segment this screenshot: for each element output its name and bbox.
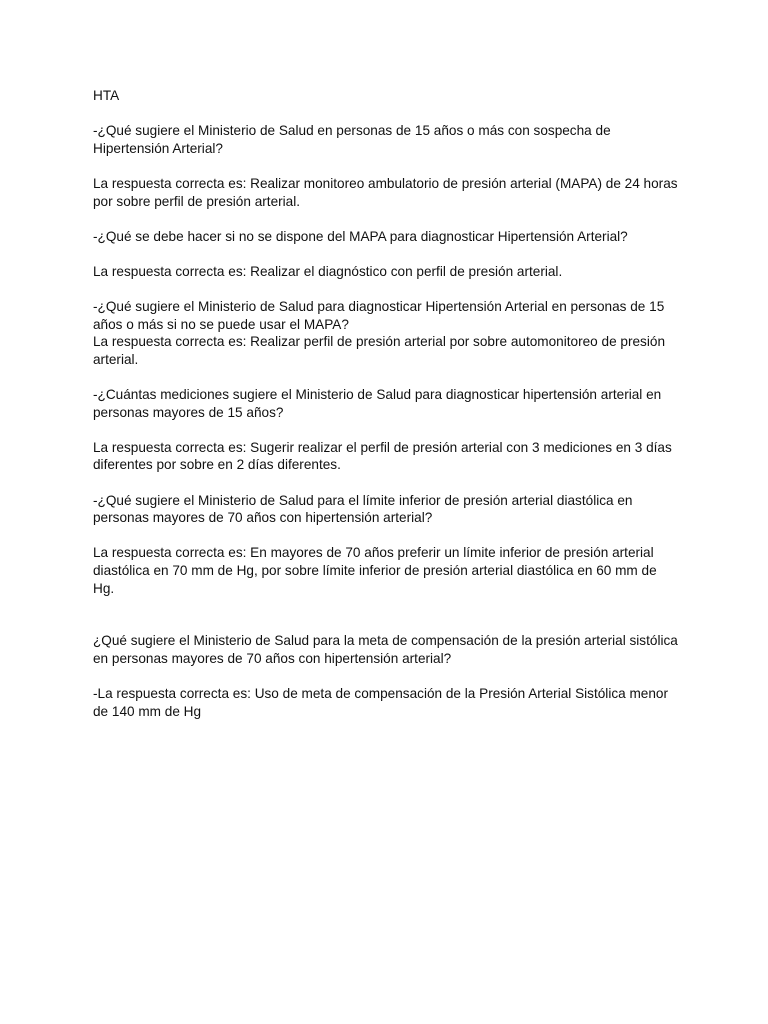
- answer-paragraph: La respuesta correcta es: Realizar monitoreo ambulatorio de presión arterial (MAPA) de 24 horas por sobre perfil de presión arterial.: [93, 175, 678, 209]
- answer-paragraph: La respuesta correcta es: Realizar perfil de presión arterial por sobre automonitoreo de presión arterial.: [93, 334, 665, 367]
- spacer: [93, 281, 678, 299]
- answer-paragraph: -La respuesta correcta es: Uso de meta de compensación de la Presión Arterial Sistólica menor de 140 mm de Hg: [93, 686, 668, 719]
- question-paragraph: ¿Qué sugiere el Ministerio de Salud para la meta de compensación de la presión arterial sistólica en personas mayores de 70 años con hipertensión arterial?: [93, 633, 678, 666]
- answer-paragraph: La respuesta correcta es: En mayores de 70 años preferir un límite inferior de presión arterial diastólica en 70 mm de Hg, por sobre límite inferior de presión arterial diastólica en 60 mm de Hg.: [93, 545, 657, 596]
- spacer: [93, 668, 678, 686]
- spacer: [93, 597, 678, 632]
- spacer: [93, 369, 678, 387]
- spacer: [93, 210, 678, 228]
- answer-paragraph: La respuesta correcta es: Sugerir realizar el perfil de presión arterial con 3 mediciones en 3 días diferentes por sobre en 2 días diferentes.: [93, 439, 672, 473]
- spacer: [93, 474, 678, 492]
- question-paragraph: -¿Cuántas mediciones sugiere el Ministerio de Salud para diagnosticar hipertensión arterial en personas mayores de 15 años?: [93, 387, 662, 420]
- question-paragraph: -¿Qué se debe hacer si no se dispone del MAPA para diagnosticar Hipertensión Arterial?: [93, 228, 628, 244]
- document-heading: HTA: [93, 88, 120, 103]
- spacer: [93, 527, 678, 545]
- spacer: [93, 105, 678, 123]
- spacer: [93, 421, 678, 439]
- spacer: [93, 245, 678, 263]
- answer-paragraph: La respuesta correcta es: Realizar el diagnóstico con perfil de presión arterial.: [93, 263, 563, 279]
- spacer: [93, 157, 678, 175]
- question-paragraph: -¿Qué sugiere el Ministerio de Salud para el límite inferior de presión arterial diastólica en personas mayores de 70 años con hipertensión arterial?: [93, 492, 633, 526]
- question-paragraph: -¿Qué sugiere el Ministerio de Salud en personas de 15 años o más con sospecha de Hipertensión Arterial?: [93, 123, 611, 156]
- question-paragraph: -¿Qué sugiere el Ministerio de Salud para diagnosticar Hipertensión Arterial en personas de 15 años o más si no se puede usar el MAPA?: [93, 299, 665, 332]
